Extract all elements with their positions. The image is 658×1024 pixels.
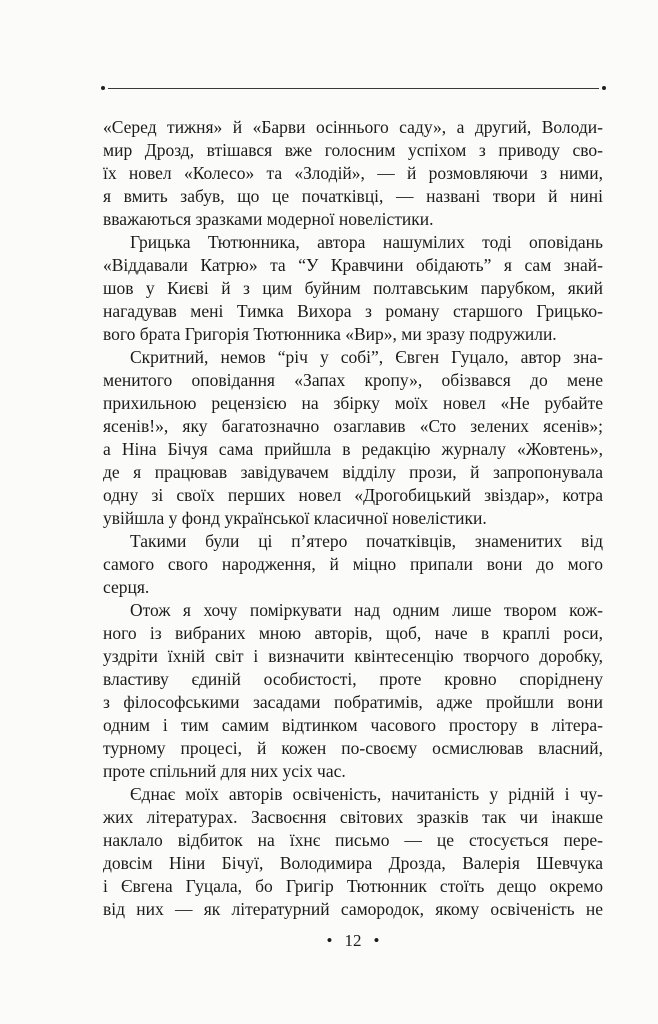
text-line: ного із вибраних мною авторів, щоб, наче в краплі роси, xyxy=(103,623,603,643)
text-line: довсім Ніни Бічуї, Володимира Дрозда, Валерія Шевчука xyxy=(103,853,603,873)
text-line: увійшла у фонд української класичної новелістики. xyxy=(103,508,487,528)
text-line: і Євгена Гуцала, бо Григір Тютюнник стоїть дещо окремо xyxy=(103,876,603,896)
text-line: вого брата Григорія Тютюнника «Вир», ми зразу подружили. xyxy=(103,324,557,344)
text-line: я вмить забув, що це початківці, — названі твори й нині xyxy=(103,186,603,206)
paragraph xyxy=(103,599,603,783)
text-line: властиву єдиній особистості, проте кровно споріднену xyxy=(103,669,603,689)
page-number-ornament-right: • xyxy=(373,931,380,950)
text-line: проте спільний для них усіх час. xyxy=(103,761,346,781)
page-number: 12 xyxy=(344,931,362,950)
text-line: їх новел «Колесо» та «Злодій», — й розмовляючи з ними, xyxy=(103,163,603,183)
header-rule-dot-left xyxy=(101,86,105,90)
text-line: ясенів!», яку багатозначно озаглавив «Сто зелених ясенів»; xyxy=(103,416,603,436)
paragraph xyxy=(103,530,603,599)
paragraph xyxy=(103,231,603,346)
text-line: «Серед тижня» й «Барви осіннього саду», а другий, Володи- xyxy=(103,117,603,137)
text-line: від них — як літературний самородок, якому освіченість не xyxy=(103,899,603,919)
paragraph xyxy=(103,346,603,530)
body-text xyxy=(103,116,603,921)
text-line: жих літературах. Засвоєння світових зразків так чи інакше xyxy=(103,807,603,827)
text-line: наклало відбиток на їхнє письмо — це стосується пере- xyxy=(103,830,603,850)
text-line: а Ніна Бічуя сама прийшла в редакцію журналу «Жовтень», xyxy=(103,439,603,459)
text-line: шов у Києві й з цим буйним полтавським парубком, який xyxy=(103,278,603,298)
text-line: серця. xyxy=(103,577,150,597)
text-line: одну зі своїх перших новел «Дрогобицький звіздар», котра xyxy=(103,485,603,505)
text-line: з філософськими засадами побратимів, адже пройшли вони xyxy=(103,692,603,712)
paragraph xyxy=(103,116,603,231)
text-line: мир Дрозд, втішався вже голосним успіхом з приводу сво- xyxy=(103,140,603,160)
text-line: Єднає моїх авторів освіченість, начитаність у рідній і чу- xyxy=(130,784,603,804)
text-line: турному процесі, й кожен по-своєму осмислював власний, xyxy=(103,738,603,758)
text-line: Грицька Тютюнника, автора нашумілих тоді оповідань xyxy=(130,232,603,252)
text-line: уздріти їхній світ і визначити квінтесенцію творчого доробку, xyxy=(103,646,603,666)
text-line: Скритний, немов “річ у собі”, Євген Гуцало, автор зна- xyxy=(130,347,603,367)
text-line: менитого оповідання «Запах кропу», обізвався до мене xyxy=(103,370,603,390)
text-line: «Віддавали Катрю» та “У Кравчини обідають” я сам знай- xyxy=(103,255,603,275)
text-line: одним і тим самим відтинком часового простору в літера- xyxy=(103,715,603,735)
text-line: прихильною рецензією на збірку моїх новел «Не рубайте xyxy=(103,393,603,413)
text-line: самого свого народження, й міцно припали вони до мого xyxy=(103,554,603,574)
header-rule-dot-right xyxy=(602,86,606,90)
text-line: нагадував мені Тимка Вихора з роману старшого Грицько- xyxy=(103,301,603,321)
text-line: де я працював завідувачем відділу прози, й запропонувала xyxy=(103,462,603,482)
paragraph xyxy=(103,783,603,921)
text-line: Отож я хочу поміркувати над одним лише твором кож- xyxy=(130,600,603,620)
text-line: Такими були ці п’ятеро початківців, знаменитих від xyxy=(130,531,603,551)
header-rule xyxy=(108,88,599,89)
page-number-footer xyxy=(103,930,603,952)
page-number-ornament-left: • xyxy=(326,931,333,950)
text-line: вважаються зразками модерної новелістики. xyxy=(103,209,434,229)
